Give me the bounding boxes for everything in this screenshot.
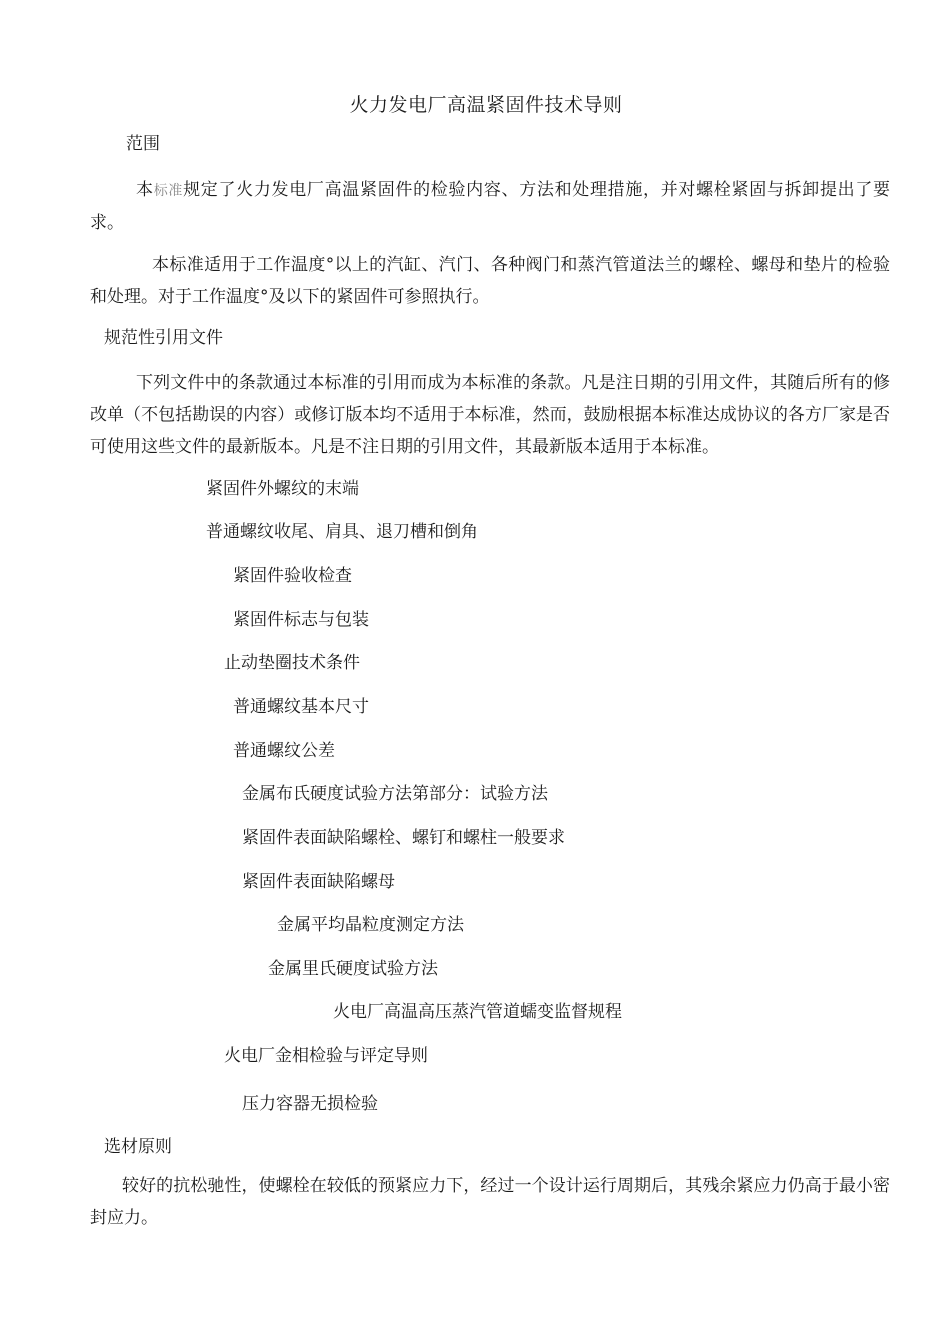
scope-p1-rest: 规定了火力发电厂高温紧固件的检验内容、方法和处理措施，并对螺栓紧固与拆卸提出了要求。 (90, 180, 891, 233)
reference-item: 紧固件表面缺陷螺栓、螺钉和螺柱一般要求 (242, 828, 565, 848)
reference-item: 紧固件验收检查 (233, 566, 352, 586)
reference-item: 紧固件外螺纹的末端 (206, 479, 359, 499)
reference-item: 金属平均晶粒度测定方法 (277, 915, 464, 935)
reference-item: 金属里氏硬度试验方法 (268, 959, 438, 979)
section-heading-scope: 范围 (126, 134, 160, 154)
document-title: 火力发电厂高温紧固件技术导则 (349, 94, 623, 116)
reference-item: 普通螺纹公差 (233, 741, 335, 761)
reference-item: 火电厂金相检验与评定导则 (224, 1046, 428, 1066)
scope-p1-prefix: 本 (136, 180, 154, 200)
reference-item: 火电厂高温高压蒸汽管道蠕变监督规程 (333, 1002, 622, 1022)
reference-item: 压力容器无损检验 (242, 1094, 378, 1114)
section-heading-material-selection: 选材原则 (104, 1137, 172, 1157)
reference-item: 紧固件标志与包装 (233, 610, 369, 630)
reference-item: 普通螺纹基本尺寸 (233, 697, 369, 717)
reference-item: 普通螺纹收尾、肩具、退刀槽和倒角 (206, 522, 478, 542)
scope-p1-small-text: 标准 (153, 183, 184, 199)
reference-item: 金属布氏硬度试验方法第部分：试验方法 (242, 784, 548, 804)
material-selection-paragraph: 较好的抗松驰性，使螺栓在较低的预紧应力下，经过一个设计运行周期后，其残余紧应力仍高于最小密封应力。 (90, 1176, 890, 1228)
reference-item: 紧固件表面缺陷螺母 (242, 872, 395, 892)
scope-paragraph-2: 本标准适用于工作温度°以上的汽缸、汽门、各种阀门和蒸汽管道法兰的螺栓、螺母和垫片的检验和处理。对于工作温度°及以下的紧固件可参照执行。 (90, 255, 890, 307)
references-paragraph: 下列文件中的条款通过本标准的引用而成为本标准的条款。凡是注日期的引用文件，其随后所有的修改单（不包括勘误的内容）或修订版本均不适用于本标准，然而，鼓励根据本标准达成协议的各方厂家是否可使用这些文件的最新版本。凡是不注日期的引用文件，其最新版本适用于本标准。 (90, 373, 890, 457)
reference-item: 止动垫圈技术条件 (224, 653, 360, 673)
scope-paragraph-1 (90, 174, 890, 239)
section-heading-normative-references: 规范性引用文件 (104, 328, 223, 348)
